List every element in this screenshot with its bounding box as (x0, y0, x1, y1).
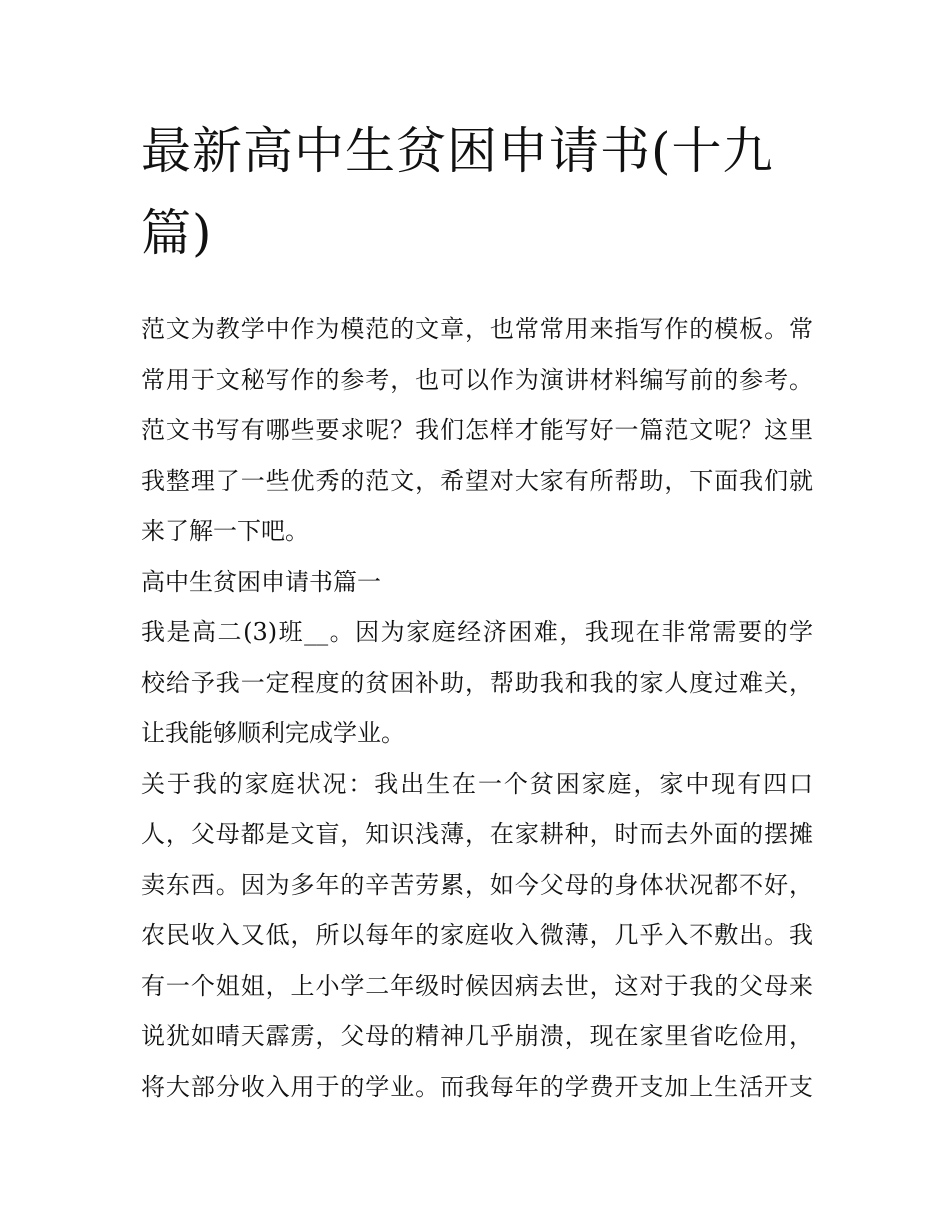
body-line: 关于我的家庭状况：我出生在一个贫困家庭，家中现有四口 (141, 769, 813, 798)
body-line: 卖东西。因为多年的辛苦劳累，如今父母的身体状况都不好， (141, 870, 813, 899)
body-line: 有一个姐姐，上小学二年级时候因病去世，这对于我的父母来 (141, 971, 813, 1000)
document-page (141, 110, 813, 1112)
body-line: 将大部分收入用于的学业。而我每年的学费开支加上生活开支 (141, 1072, 813, 1101)
title-line-2: 篇) (141, 204, 213, 262)
intro-line: 来了解一下吧。 (141, 517, 309, 545)
document-title (141, 110, 813, 274)
body-line: 说犹如晴天霹雳，父母的精神几乎崩溃，现在家里省吃俭用， (141, 1022, 813, 1050)
body-line: 校给予我一定程度的贫困补助，帮助我和我的家人度过难关， (141, 668, 813, 697)
intro-line: 我整理了一些优秀的范文，希望对大家有所帮助，下面我们就 (141, 466, 813, 495)
body-line: 我是高二(3)班__。因为家庭经济困难，我现在非常需要的学 (141, 618, 813, 646)
section-heading: 高中生贫困申请书篇一 (141, 567, 381, 596)
intro-line: 范文书写有哪些要求呢？我们怎样才能写好一篇范文呢？这里 (141, 416, 813, 444)
intro-line: 范文为教学中作为模范的文章，也常常用来指写作的模板。常 (141, 315, 813, 343)
title-line-1: 最新高中生贫困申请书(十九 (141, 122, 774, 180)
body-line: 人，父母都是文盲，知识浅薄，在家耕种，时而去外面的摆摊 (141, 820, 813, 848)
body-line: 农民收入又低，所以每年的家庭收入微薄，几乎入不敷出。我 (141, 921, 813, 949)
intro-line: 常用于文秘写作的参考，也可以作为演讲材料编写前的参考。 (141, 365, 813, 394)
document-body (141, 304, 813, 1112)
body-line: 让我能够顺利完成学业。 (141, 719, 405, 747)
